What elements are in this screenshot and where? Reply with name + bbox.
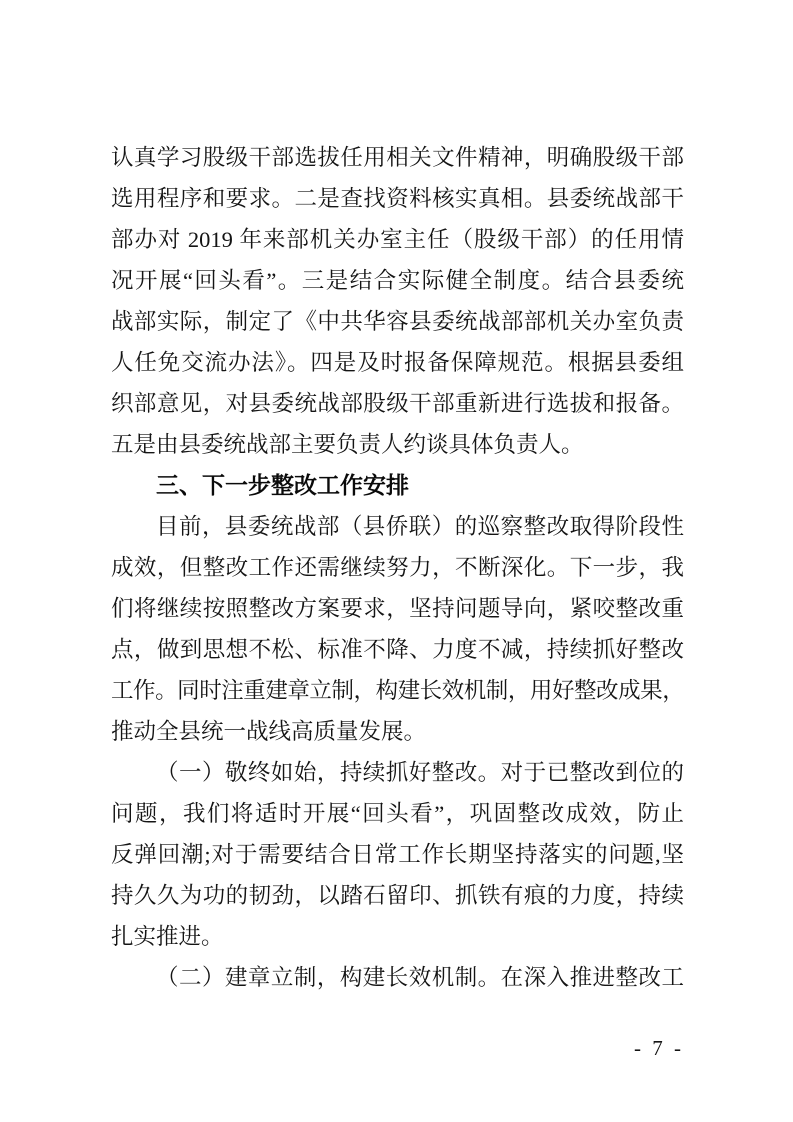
text-line: 人任免交流办法》。四是及时报备保障规范。根据县委组 bbox=[111, 350, 684, 375]
text-line: 部办对 2019 年来部机关办室主任（股级干部）的任用情 bbox=[111, 227, 684, 252]
text-line: 目前，县委统战部（县侨联）的巡察整改取得阶段性 bbox=[156, 514, 684, 539]
text-line: （二）建章立制，构建长效机制。在深入推进整改工 bbox=[156, 965, 684, 990]
text-line: 况开展“回头看”。三是结合实际健全制度。结合县委统 bbox=[111, 268, 684, 293]
text-line: 推动全县统一战线高质量发展。 bbox=[111, 719, 427, 744]
text-line: 选用程序和要求。二是查找资料核实真相。县委统战部干 bbox=[111, 186, 684, 211]
text-line: 点，做到思想不松、标准不降、力度不减，持续抓好整改 bbox=[111, 637, 684, 662]
text-line: 五是由县委统战部主要负责人约谈具体负责人。 bbox=[111, 432, 584, 457]
text-line: 认真学习股级干部选拔任用相关文件精神，明确股级干部 bbox=[111, 145, 684, 170]
text-line: 成效，但整改工作还需继续努力，不断深化。下一步，我 bbox=[111, 555, 684, 580]
text-line: 问题，我们将适时开展“回头看”，巩固整改成效，防止 bbox=[111, 801, 684, 826]
text-line: 们将继续按照整改方案要求，坚持问题导向，紧咬整改重 bbox=[111, 596, 684, 621]
text-line: 战部实际，制定了《中共华容县委统战部部机关办室负责 bbox=[111, 309, 684, 334]
section-heading: 三、下一步整改工作安排 bbox=[156, 472, 409, 498]
page-number: - 7 - bbox=[634, 1036, 684, 1060]
text-line: 反弹回潮;对于需要结合日常工作长期坚持落实的问题,坚 bbox=[111, 842, 684, 867]
text-line: 织部意见，对县委统战部股级干部重新进行选拔和报备。 bbox=[111, 391, 684, 416]
document-body bbox=[111, 137, 684, 998]
text-line: 扎实推进。 bbox=[111, 924, 224, 949]
text-line: 持久久为功的韧劲，以踏石留印、抓铁有痕的力度，持续 bbox=[111, 883, 684, 908]
text-line: 工作。同时注重建章立制，构建长效机制，用好整改成果， bbox=[111, 678, 684, 703]
text-line: （一）敬终如始，持续抓好整改。对于已整改到位的 bbox=[156, 760, 684, 785]
